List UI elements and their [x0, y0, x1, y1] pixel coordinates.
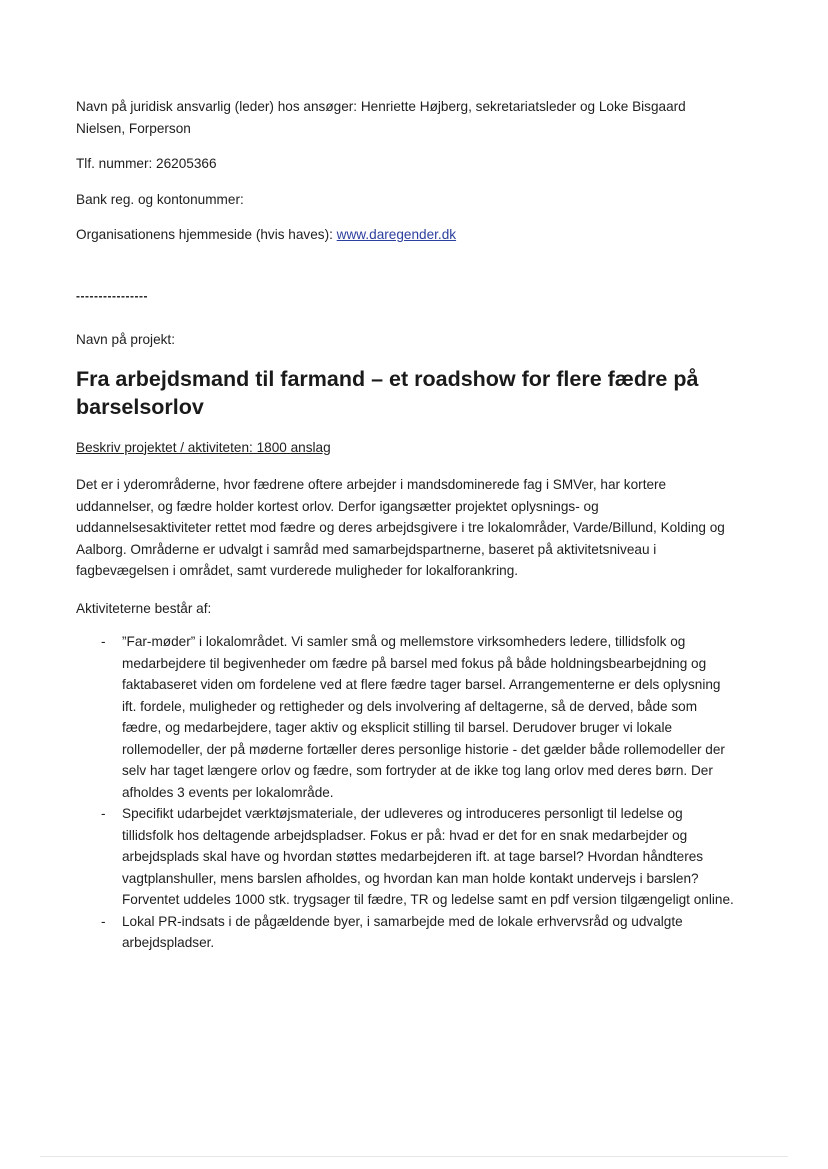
bullet-dash: - — [101, 634, 106, 649]
website-line — [76, 224, 736, 246]
scan-edge-line — [40, 1156, 788, 1157]
bullet-dash: - — [101, 913, 106, 929]
bank-line: Bank reg. og kontonummer: — [76, 191, 244, 207]
list-item-text: Specifikt udarbejdet værktøjsmateriale, der udleveres og introduceres personligt til ledelse og tillidsfolk hos deltagende arbejdspladser. Fokus er på: hvad er det for en snak medarbejder og arbejdsplads skal have og hvordan støttes medarbejderen ift. at tage barsel? Hvordan håndteres vagtplanshuller, mens barslen afholdes, og hvordan kan man holde kontakt undervejs i barslen? Forventet uddeles 1000 stk. trygsager til fædre, TR og ledelse samt en pdf version tilgængeligt online. — [122, 806, 734, 907]
project-name-label: Navn på projekt: — [76, 332, 175, 347]
phone-line: Tlf. nummer: 26205366 — [76, 156, 217, 171]
website-link[interactable]: www.daregender.dk — [336, 227, 457, 242]
project-description: Det er i yderområderne, hvor fædrene oftere arbejder i mandsdominerede fag i SMVer, har kortere uddannelser, og fædre holder kortest orlov. Derfor igangsætter projektet oplysnings- og uddannelsesaktiviteter rettet mod fædre og deres arbejdsgivere i tre lokalområder, Varde/Billund, Kolding og Aalborg. Områderne er udvalgt i samråd med samarbejdspartnerne, baseret på aktivitetsniveau i fagbevægelsen i området, samt vurderede muligheder for lokalforankring. — [76, 477, 725, 578]
bullet-dash: - — [101, 806, 106, 821]
list-item-text: Lokal PR-indsats i de pågældende byer, i samarbejde med de lokale erhvervsråd og udvalgte arbejdspladser. — [122, 913, 683, 950]
activities-list — [76, 631, 736, 954]
list-item-text: ”Far-møder” i lokalområdet. Vi samler små og mellemstore virksomheders ledere, tillidsfolk og medarbejdere til begivenheder om fædre på barsel med fokus på både holdningsbearbejdning og faktabaseret viden om fordelene ved at flere fædre tager barsel. Arrangementerne er dels oplysning ift. fordele, muligheder og rettigheder og dels involvering af deltagerne, så de derved, både som fædre, og medarbejdere, tager aktiv og eksplicit stilling til barsel. Derudover bruger vi lokale rollemodeller, der på møderne fortæller deres personlige historie - det gælder både rollemodeller der selv har taget længere orlov og fædre, som fortryder at de ikke tog lang orlov med deres børn. Der afholdes 3 events per lokalområde. — [122, 634, 725, 800]
list-item — [76, 911, 736, 954]
section-divider: ---------------- — [76, 288, 148, 303]
describe-heading: Beskriv projektet / aktiviteten: 1800 anslag — [76, 439, 331, 455]
legal-responsible-line: Navn på juridisk ansvarlig (leder) hos ansøger: Henriette Højberg, sekretariatsleder og Loke Bisgaard Nielsen, Forperson — [76, 99, 686, 136]
list-item — [76, 631, 736, 803]
list-item — [76, 803, 736, 911]
website-label: Organisationens hjemmeside (hvis haves): — [76, 227, 337, 242]
activities-intro: Aktiviteterne består af: — [76, 600, 212, 616]
document-body — [76, 96, 736, 954]
project-title: Fra arbejdsmand til farmand – et roadshow for flere fædre på barselsorlov — [76, 366, 699, 419]
